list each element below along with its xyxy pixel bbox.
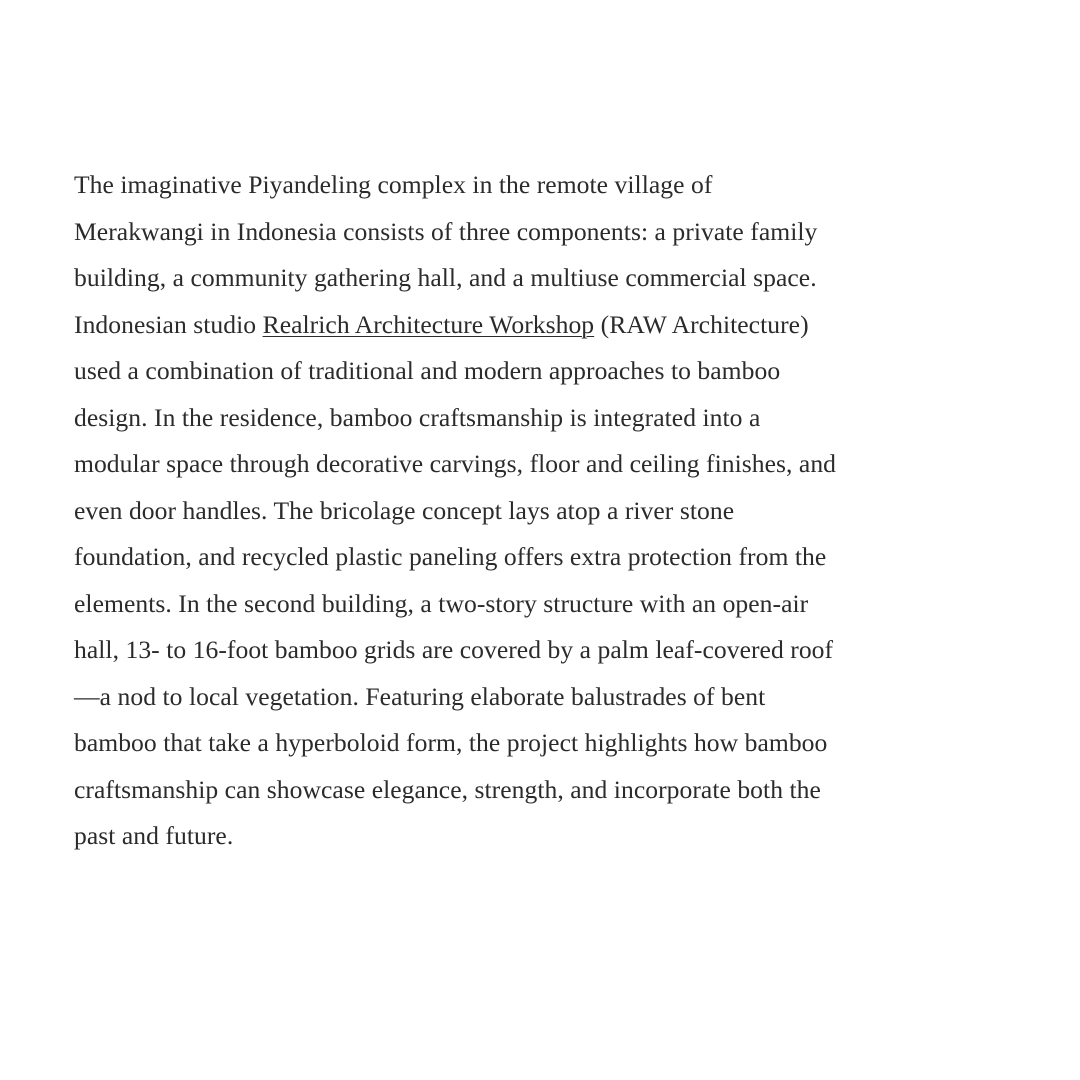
line-4-prefix: Indonesian studio <box>74 309 263 339</box>
article <box>74 162 1014 860</box>
paragraph-line-14: craftsmanship can showcase elegance, strength, and incorporate both the <box>74 774 821 804</box>
paragraph-line-10: elements. In the second building, a two-story structure with an open-air <box>74 588 809 618</box>
paragraph-line-12: —a nod to local vegetation. Featuring elaborate balustrades of bent <box>74 681 766 711</box>
paragraph-line-3: building, a community gathering hall, and a multiuse commercial space. <box>74 263 817 292</box>
paragraph-line-7: modular space through decorative carvings, floor and ceiling finishes, and <box>74 449 837 478</box>
line-4-suffix: (RAW Architecture) <box>594 309 809 339</box>
article-paragraph <box>74 162 1014 860</box>
paragraph-line-9: foundation, and recycled plastic paneling offers extra protection from the <box>74 542 827 571</box>
paragraph-line-4 <box>74 302 1014 349</box>
paragraph-line-11: hall, 13- to 16-foot bamboo grids are covered by a palm leaf-covered roof <box>74 635 834 664</box>
paragraph-line-6: design. In the residence, bamboo craftsmanship is integrated into a <box>74 402 761 432</box>
paragraph-line-8: even door handles. The bricolage concept lays atop a river stone <box>74 495 735 525</box>
paragraph-line-2: Merakwangi in Indonesia consists of three components: a private family <box>74 216 818 246</box>
paragraph-line-5: used a combination of traditional and modern approaches to bamboo <box>74 356 781 385</box>
paragraph-line-13: bamboo that take a hyperboloid form, the project highlights how bamboo <box>74 728 828 757</box>
paragraph-line-15: past and future. <box>74 821 234 850</box>
paragraph-line-1: The imaginative Piyandeling complex in the remote village of <box>74 170 713 199</box>
realrich-architecture-workshop-link[interactable]: Realrich Architecture Workshop <box>262 309 595 339</box>
